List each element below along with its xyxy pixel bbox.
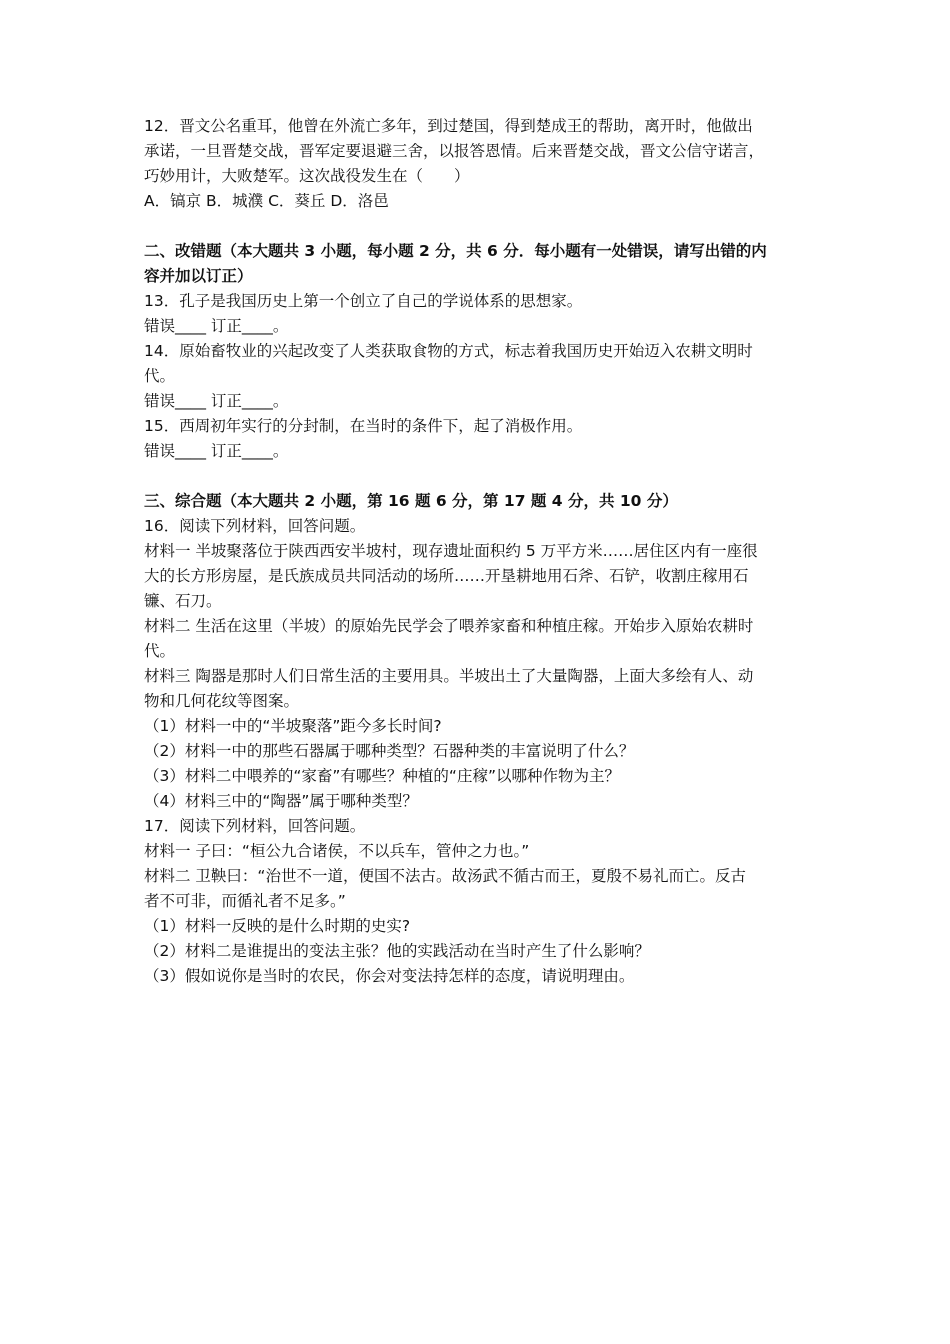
answer-line: 错误____ 订正____。 xyxy=(144,392,289,410)
question-14-line: 代。 xyxy=(144,367,176,385)
question-16 xyxy=(144,514,814,814)
question-15-text: 15．西周初年实行的分封制，在当时的条件下，起了消极作用。 xyxy=(144,417,583,435)
material-line: 大的长方形房屋，是氏族成员共同活动的场所……开垦耕地用石斧、石铲，收割庄稼用石 xyxy=(144,567,749,585)
question-12-options: A．镐京 B．城濮 C．葵丘 D．洛邑 xyxy=(144,192,389,210)
sub-question: （2）材料二是谁提出的变法主张？他的实践活动在当时产生了什么影响？ xyxy=(144,942,650,960)
question-12-line: 12．晋文公名重耳，他曾在外流亡多年，到过楚国，得到楚成王的帮助，离开时，他做出 xyxy=(144,117,753,135)
question-15 xyxy=(144,414,814,464)
sub-question: （1）材料一反映的是什么时期的史实? xyxy=(144,917,411,935)
question-13 xyxy=(144,289,814,339)
material-line: 材料一 子曰：“桓公九合诸侯，不以兵车，管仲之力也。” xyxy=(144,842,530,860)
question-12-line: 巧妙用计，大败楚军。这次战役发生在（ ） xyxy=(144,167,470,185)
question-12-line: 承诺，一旦晋楚交战，晋军定要退避三舍，以报答恩情。后来晋楚交战，晋文公信守诺言， xyxy=(144,142,765,160)
section-2-heading-line: 容并加以订正） xyxy=(144,267,253,285)
question-12 xyxy=(144,114,814,214)
material-line: 材料一 半坡聚落位于陕西西安半坡村，现存遗址面积约 5 万平方米……居住区内有一座很 xyxy=(144,542,758,560)
question-17-intro: 17．阅读下列材料，回答问题。 xyxy=(144,817,366,835)
sub-question: （3）假如说你是当时的农民，你会对变法持怎样的态度，请说明理由。 xyxy=(144,967,635,985)
material-line: 镰、石刀。 xyxy=(144,592,222,610)
document-content xyxy=(144,114,814,989)
material-line: 材料二 生活在这里（半坡）的原始先民学会了喂养家畜和种植庄稼。开始步入原始农耕时 xyxy=(144,617,754,635)
answer-line: 错误____ 订正____。 xyxy=(144,442,289,460)
sub-question: （2）材料一中的那些石器属于哪种类型？石器种类的丰富说明了什么？ xyxy=(144,742,635,760)
material-line: 材料三 陶器是那时人们日常生活的主要用具。半坡出土了大量陶器，上面大多绘有人、动 xyxy=(144,667,754,685)
sub-question: （3）材料二中喂养的“家畜”有哪些？种植的“庄稼”以哪种作物为主？ xyxy=(144,767,620,785)
sub-question: （4）材料三中的“陶器”属于哪种类型？ xyxy=(144,792,418,810)
section-2-heading-line: 二、改错题（本大题共 3 小题，每小题 2 分，共 6 分．每小题有一处错误，请写出错的内 xyxy=(144,242,767,260)
question-14-line: 14．原始畜牧业的兴起改变了人类获取食物的方式，标志着我国历史开始迈入农耕文明时 xyxy=(144,342,753,360)
question-17 xyxy=(144,814,814,989)
question-16-intro: 16．阅读下列材料，回答问题。 xyxy=(144,517,366,535)
section-2-heading xyxy=(144,239,814,289)
material-line: 材料二 卫鞅曰：“治世不一道，便国不法古。故汤武不循古而王，夏殷不易礼而亡。反古 xyxy=(144,867,746,885)
material-line: 代。 xyxy=(144,642,176,660)
section-3-heading: 三、综合题（本大题共 2 小题，第 16 题 6 分，第 17 题 4 分，共 10 分） xyxy=(144,492,678,510)
question-14 xyxy=(144,339,814,414)
sub-question: （1）材料一中的“半坡聚落”距今多长时间? xyxy=(144,717,442,735)
question-13-text: 13．孔子是我国历史上第一个创立了自己的学说体系的思想家。 xyxy=(144,292,583,310)
material-line: 者不可非，而循礼者不足多。” xyxy=(144,892,346,910)
answer-line: 错误____ 订正____。 xyxy=(144,317,289,335)
material-line: 物和几何花纹等图案。 xyxy=(144,692,300,710)
